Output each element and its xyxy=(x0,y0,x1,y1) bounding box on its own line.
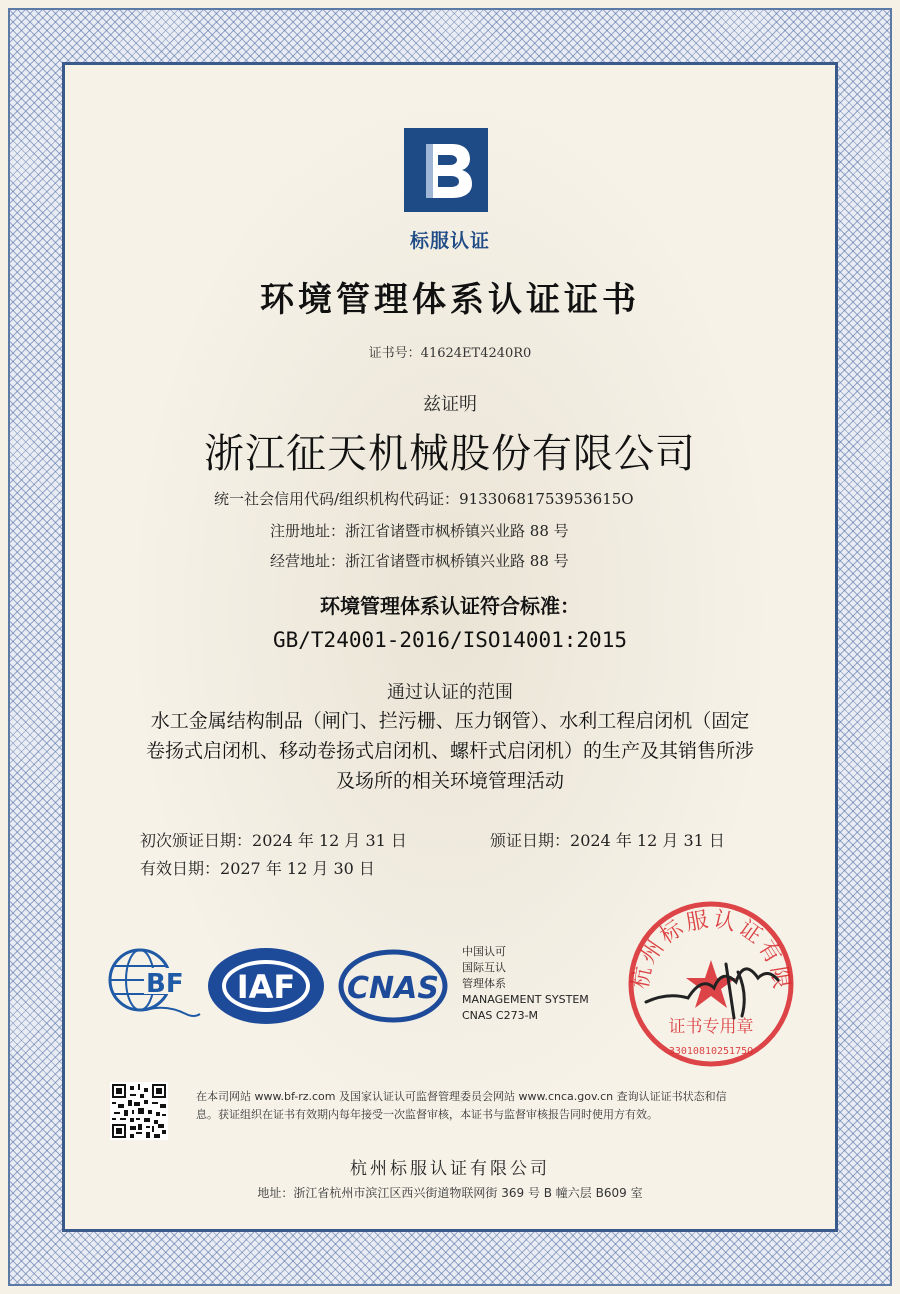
valid-date-value: 2027 年 12 月 30 日 xyxy=(220,859,375,878)
reg-address-line xyxy=(270,520,569,541)
biaofu-logo-icon xyxy=(404,128,488,212)
op-address-value: 浙江省诸暨市枫桥镇兴业路 88 号 xyxy=(345,552,569,570)
standard-heading: 环境管理体系认证符合标准： xyxy=(320,594,580,618)
cnas-side-line: MANAGEMENT SYSTEM xyxy=(462,993,589,1006)
cert-no-value: 41624ET4240R0 xyxy=(420,346,532,361)
cnas-accreditation-text xyxy=(462,944,589,1024)
company-name: 浙江征天机械股份有限公司 xyxy=(204,431,696,477)
op-address-label: 经营地址： xyxy=(270,552,346,570)
logo-name: 标服认证 xyxy=(409,230,490,252)
reg-address-label: 注册地址： xyxy=(270,522,346,540)
scope-line: 及场所的相关环境管理活动 xyxy=(335,770,564,792)
seal-bottom-text: 证书专用章 xyxy=(668,1017,754,1037)
scope-text xyxy=(120,706,780,796)
scope-heading: 通过认证的范围 xyxy=(387,682,513,703)
bf-globe-icon xyxy=(106,944,204,1028)
qr-code-icon xyxy=(110,1082,168,1140)
issuer-name: 杭州标服认证有限公司 xyxy=(350,1159,550,1179)
issue-date-line xyxy=(490,828,725,851)
hereby-certify: 兹证明 xyxy=(423,394,477,415)
initial-date-value: 2024 年 12 月 31 日 xyxy=(252,831,407,850)
seal-ring-text: 杭州标服认证有限 xyxy=(628,907,794,994)
cert-no-label: 证书号： xyxy=(368,346,421,361)
credit-code-value: 91330681753953615O xyxy=(459,490,634,508)
official-seal-icon xyxy=(618,898,804,1078)
iaf-badge-icon xyxy=(204,944,328,1032)
initial-date-label: 初次颁证日期： xyxy=(140,831,253,850)
certificate-title: 环境管理体系认证证书 xyxy=(260,280,640,320)
seal-number: 3301081025175O xyxy=(668,1046,754,1057)
cnas-side-line: 中国认可 xyxy=(462,945,506,958)
issuer-address: 地址：浙江省杭州市滨江区西兴街道物联网街 369 号 B 幢六层 B609 室 xyxy=(257,1186,643,1200)
iaf-label: IAF xyxy=(236,968,296,1006)
cnas-side-line: 国际互认 xyxy=(462,961,506,974)
cnas-badge-icon xyxy=(338,944,448,1032)
credit-code-line xyxy=(214,488,634,509)
notice-line: 息。获证组织在证书有效期内每年接受一次监督审核，本证书与监督审核报告同时使用方有效。 xyxy=(196,1108,658,1121)
op-address-line xyxy=(270,550,569,571)
valid-date-line xyxy=(140,856,375,879)
issue-date-label: 颁证日期： xyxy=(490,831,571,850)
verification-notice xyxy=(196,1088,796,1124)
valid-date-label: 有效日期： xyxy=(140,859,221,878)
notice-line: 在本司网站 www.bf-rz.com 及国家认证认可监督管理委员会网站 www.cnca.gov.cn 查询认证证书状态和信 xyxy=(196,1090,727,1103)
standard-value: GB/T24001-2016/ISO14001:2015 xyxy=(272,628,627,652)
scope-line: 卷扬式启闭机、移动卷扬式启闭机、螺杆式启闭机）的生产及其销售所涉 xyxy=(145,740,754,762)
reg-address-value: 浙江省诸暨市枫桥镇兴业路 88 号 xyxy=(345,522,569,540)
certificate-number xyxy=(0,342,900,361)
cnas-side-line: 管理体系 xyxy=(462,977,506,990)
initial-date-line xyxy=(140,828,407,851)
scope-line: 水工金属结构制品（闸门、拦污栅、压力钢管）、水利工程启闭机（固定 xyxy=(150,710,750,732)
bf-label: BF xyxy=(146,969,184,999)
issue-date-value: 2024 年 12 月 31 日 xyxy=(570,831,725,850)
cnas-label: CNAS xyxy=(347,971,439,1006)
cnas-side-line: CNAS C273-M xyxy=(462,1009,539,1022)
credit-code-label: 统一社会信用代码/组织机构代码证： xyxy=(214,490,460,508)
